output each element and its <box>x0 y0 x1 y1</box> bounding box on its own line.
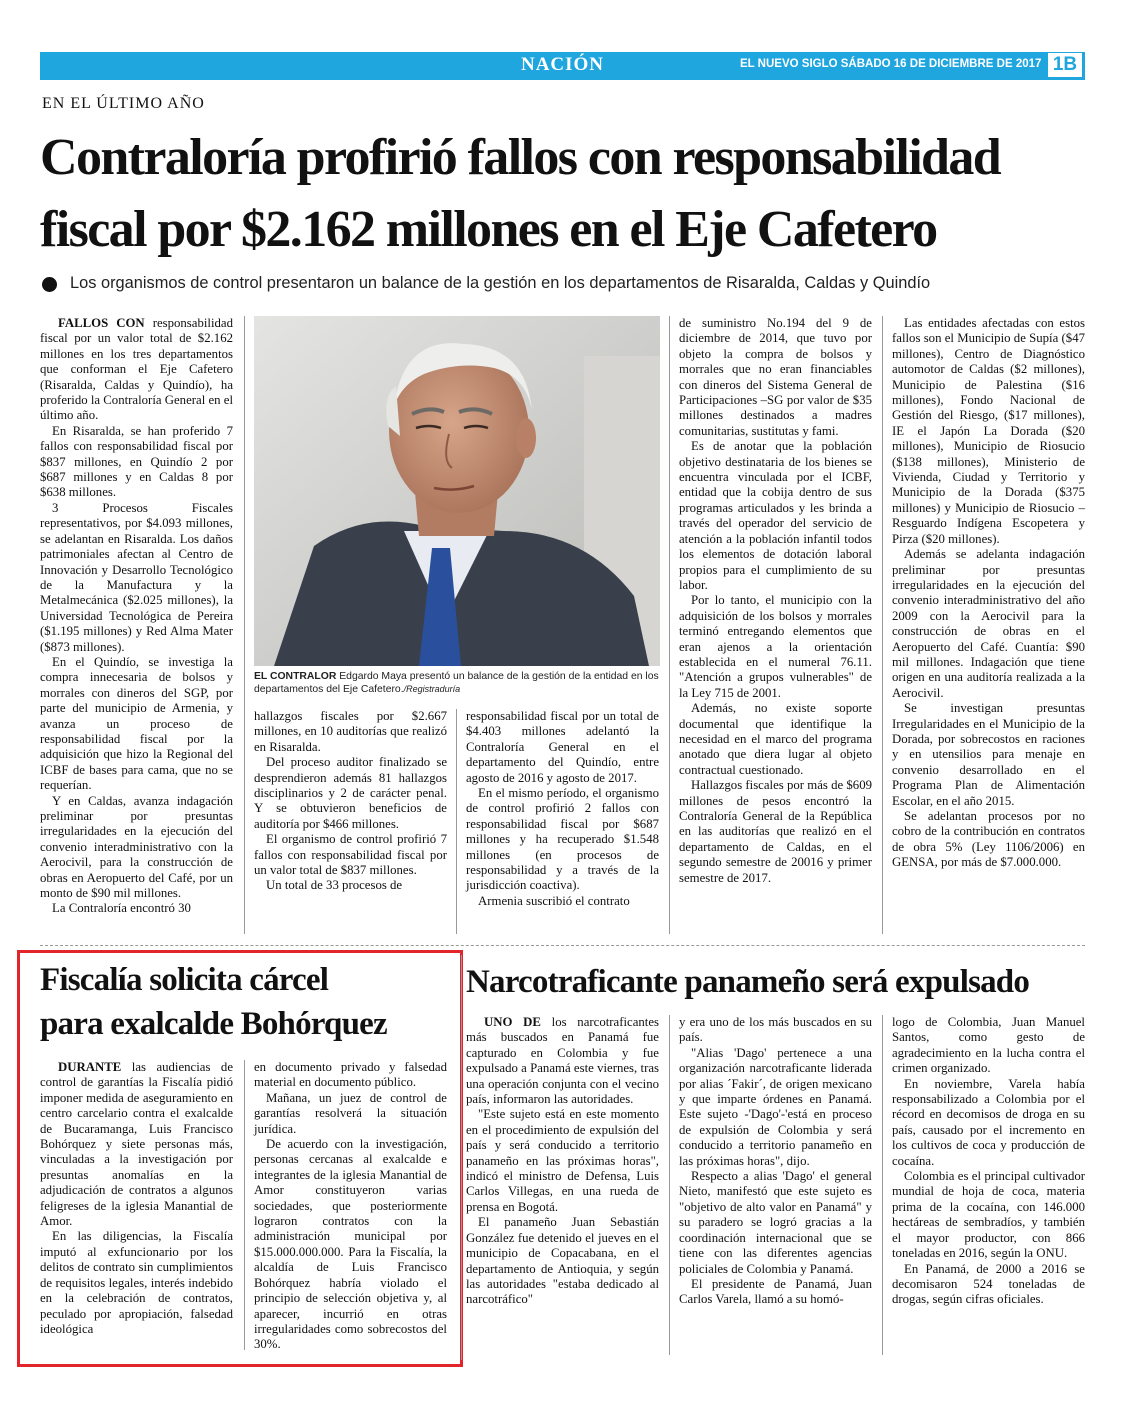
column-divider <box>456 709 457 934</box>
paragraph: Respecto a alias 'Dago' el general Nieto, manifestó que este sujeto es "objetivo de alto valor en Panamá" y su paradero se logró gracias a la coordinación internacional que se tiene con las diferentes agencias policiales de Colombia y Panamá. <box>679 1169 872 1276</box>
fiscalia-headline-line-1: Fiscalía solicita cárcel <box>40 962 329 998</box>
column-divider <box>669 1015 670 1355</box>
paragraph: El panameño Juan Sebastián González fue detenido el jueves en el municipio de Copacabana, en el departamento de Antioquia, y según las autoridades "estaba dedicado al narcotráfico" <box>466 1215 659 1307</box>
paragraph: Además, no existe soporte documental que identifique la necesidad en el marco del programa anotado que diera lugar al objeto contractual cuestionado. <box>679 701 872 777</box>
fiscalia-headline-line-2: para exalcalde Bohórquez <box>40 1006 387 1042</box>
paragraph: Del proceso auditor finalizado se desprendieron además 81 hallazgos disciplinarios y 2 de carácter penal. Y se obtuvieron beneficios de auditoría por $466 millones. <box>254 755 447 831</box>
paragraph: "Alias 'Dago' pertenece a una organización narcotraficante liderada por alias ´Fakir´, de origen mexicano y que imparte órdenes en Panamá. Este sujeto -'Dago'-'está en proceso de expulsión de Colombia y será conducido a territorio panameño en las próximas horas", dijo. <box>679 1045 872 1168</box>
paragraph: logo de Colombia, Juan Manuel Santos, como gesto de agradecimiento en la lucha contra el crimen organizado. <box>892 1015 1085 1076</box>
narco-column-1 <box>466 1015 659 1355</box>
paragraph: En Panamá, de 2000 a 2016 se decomisaron 524 toneladas de drogas, según cifras oficiales. <box>892 1261 1085 1307</box>
paragraph: Colombia es el principal cultivador mundial de hoja de coca, materia prima de la cocaína, con 146.000 hectáreas de sembradíos, y también el mayor productor, con 866 toneladas en 2016, según la ONU. <box>892 1169 1085 1261</box>
fiscalia-column-1 <box>40 1060 233 1350</box>
article-subhead: Los organismos de control presentaron un balance de la gestión en los departamentos de Risaralda, Caldas y Quindío <box>70 274 931 292</box>
article-column-3 <box>466 709 659 934</box>
headline-line-2: fiscal por $2.162 millones en el Eje Cafetero <box>40 201 937 258</box>
paragraph: En Risaralda, se han proferido 7 fallos con responsabilidad fiscal por $837 millones, en Quindío 2 por $687 millones y en Caldas 8 por $638 millones. <box>40 423 233 500</box>
narco-column-3 <box>892 1015 1085 1355</box>
paragraph: en documento privado y falsedad material en documento público. <box>254 1060 447 1090</box>
paragraph: hallazgos fiscales por $2.667 millones, en 10 auditorías que realizó en Risaralda. <box>254 709 447 754</box>
lead-in: UNO DE <box>484 1015 541 1029</box>
section-header-rule <box>40 78 1085 80</box>
column-divider <box>244 1060 245 1350</box>
headline-line-1: Contraloría profirió fallos con responsabilidad <box>40 129 1001 186</box>
caption-label: EL CONTRALOR <box>254 671 337 682</box>
paragraph: En las diligencias, la Fiscalía imputó al exfuncionario por los delitos de contrato sin cumplimientos de requisitos legales, interés indebido en la celebración de contratos, peculado por apropiación, falsedad ideológica <box>40 1229 233 1336</box>
paragraph <box>466 1015 659 1107</box>
paragraph: responsabilidad fiscal por un total de $4.403 millones adelantó la Contraloría General en el departamento del Quindío, entre agosto de 2016 y agosto de 2017. <box>466 709 659 785</box>
paragraph: "Este sujeto está en este momento en el procedimiento de expulsión del país y será conducido a territorio panameño en las próximas horas", indicó el ministro de Defensa, Luis Carlos Villegas, en una rueda de prensa en Bogotá. <box>466 1107 659 1214</box>
section-divider <box>40 945 1085 946</box>
paragraph-text: las audiencias de control de garantías la Fiscalía pidió imponer medida de aseguramiento en centro carcelario contra el exalcalde de Bucaramanga, Luis Francisco Bohórquez y siete personas más, vinculadas a la investigación por presuntas anomalías en la adjudicación de contratos a algunos feligreses de la iglesia Manantial de Amor. <box>40 1060 234 1229</box>
paragraph: De acuerdo con la investigación, personas cercanas al exalcalde e integrantes de la iglesia Manantial de Amor constituyeron varias sociedades, que posteriormente lograron contratos con la administración municipal por $15.000.000.000. Para la Fiscalía, la alcaldía de Luis Francisco Bohórquez habría violado el principio de selección objetiva y, al aparecer, incurrió en otras irregularidades como sobrecostos del 30%. <box>254 1137 447 1352</box>
column-divider <box>882 316 883 934</box>
paragraph: En noviembre, Varela había responsabilizado a Colombia por el récord en decomisos de droga en su país, causado por el incremento en los cultivos de coca y producción de cocaína. <box>892 1076 1085 1168</box>
issue-dateline: EL NUEVO SIGLO SÁBADO 16 DE DICIEMBRE DE 2017 <box>740 58 1042 70</box>
article-column-4 <box>679 316 872 936</box>
caption-credit: /Registraduría <box>403 684 461 694</box>
article-column-1 <box>40 316 233 936</box>
caption-text: Edgardo Maya presentó un balance de la gestión de la entidad en los departamentos del Eje Cafetero. <box>254 671 659 695</box>
column-divider <box>669 316 670 934</box>
paragraph <box>40 1060 233 1229</box>
paragraph: y era uno de los más buscados en su país. <box>679 1015 872 1045</box>
column-divider <box>244 316 245 934</box>
paragraph: Por lo tanto, el municipio con la adquisición de los bolsos y morrales terminó entregando elementos que eran ajenos a la orientación establecida en el numeral 76.11. "Atención a grupos vulnerables" de la Ley 715 de 2001. <box>679 593 872 700</box>
paragraph: Se adelantan procesos por no cobro de la contribución en contratos de obra 5% (Ley 1106/2006) en GENSA, por más de $7.000.000. <box>892 809 1085 870</box>
paragraph: de suministro No.194 del 9 de diciembre de 2014, que tuvo por objeto la compra de bolsos y morrales que no eran financiables con dineros del Sistema General de Participaciones –SG por valor de $35 millones destinados a madres comunitarias, sustitutas y fami. <box>679 316 872 438</box>
section-label: NACIÓN <box>520 54 605 75</box>
paragraph: El organismo de control profirió 7 fallos con responsabilidad fiscal por un valor total de $837 millones. <box>254 832 447 878</box>
narco-headline: Narcotraficante panameño será expulsado <box>466 964 1030 1000</box>
lead-in: DURANTE <box>58 1060 122 1074</box>
paragraph: Y en Caldas, avanza indagación preliminar por presuntas irregularidades en la ejecución del convenio interadministrativo con la Aerocivil, para la construcción de obras en Aeropuerto del Café, por un monto de $90 mil millones. <box>40 793 233 901</box>
paragraph: Las entidades afectadas con estos fallos son el Municipio de Supía ($47 millones), Centro de Diagnóstico automotor de Caldas ($2 millones), Municipio de Palestina ($16 millones), Fondo Nacional de Gestión del Riesgo, ($17 millones), IE el Japón La Dorada ($20 millones), Municipio de Riosucio ($138 millones), Ministerio de Vivienda, Ciudad y Territorio y Municipio de la Dorada ($375 millones) y Municipio de Riosucio –Resguardo Indígena Escopetera y Pirza ($20 millones). <box>892 316 1085 546</box>
paragraph: Se investigan presuntas Irregularidades en el Municipio de la Dorada, por sobrecostos en raciones y en utensilios para menaje en convenio desarrollado en el Programa Plan de Alimentación Escolar, en el año 2015. <box>892 701 1085 808</box>
paragraph: Un total de 33 procesos de <box>266 878 403 893</box>
paragraph: Es de anotar que la población objetivo destinataria de los bienes se encuentra vinculada por el ICBF, entidad que la cobija dentro de sus programas articulados y les brinda a través del operador del servicio de atención a la población infantil todos los elementos de dotación laboral propios para el cumplimiento de su labor. <box>679 439 872 592</box>
paragraph: En el mismo período, el organismo de control profirió 2 fallos con responsabilidad fiscal por $687 millones y ha recuperado $1.548 millones (en procesos de responsabilidad y a través de la jurisdicción coactiva). <box>466 786 659 893</box>
article-kicker: EN EL ÚLTIMO AÑO <box>42 95 205 112</box>
article-column-2 <box>254 709 447 934</box>
article-photo <box>254 316 660 666</box>
page-number: 1B <box>1048 53 1082 77</box>
column-divider <box>882 1015 883 1355</box>
bullet-icon <box>42 277 57 292</box>
fiscalia-column-2 <box>254 1060 447 1350</box>
article-column-5 <box>892 316 1085 936</box>
paragraph <box>40 316 233 424</box>
paragraph: La Contraloría encontró 30 <box>52 901 191 916</box>
narco-column-2 <box>679 1015 872 1355</box>
paragraph-text: responsabilidad fiscal por un valor total de $2.162 millones en los tres departamentos que conforman el Eje Cafetero (Risaralda, Caldas y Quindío), ha proferido la Contraloría General en el último año. <box>40 316 234 423</box>
paragraph: 3 Procesos Fiscales representativos, por $4.093 millones, se adelantan en Risaralda. Los daños patrimoniales afectan al Centro de Innovación y Desarrollo Tecnológico de la Manufactura y la Metalmecánica ($2.025 millones), la Universidad Tecnológica de Pereira ($1.195 millones) y Red Alma Mater ($873 millones). <box>40 500 233 654</box>
paragraph: Armenia suscribió el contrato <box>478 893 630 908</box>
column-divider <box>461 955 462 1360</box>
paragraph-text: los narcotraficantes más buscados en Panamá fue capturado en Colombia y fue expulsado a Panamá este viernes, tras una operación conjunta con el vecino país, informaron las autoridades. <box>466 1015 660 1107</box>
photo-caption <box>254 670 664 696</box>
paragraph: El presidente de Panamá, Juan Carlos Varela, llamó a su homó- <box>679 1276 872 1307</box>
portrait-photo-icon <box>254 316 660 666</box>
lead-in: FALLOS CON <box>58 316 145 330</box>
paragraph: Además se adelanta indagación preliminar por presuntas irregularidades en la ejecución del convenio interadministrativo del año 2009 con la Aerocivil para la construcción de obras en el Aeropuerto del Café. Cuantía: $90 mil millones. Indagación que tiene origen en una auditoría realizada a la Aerocivil. <box>892 547 1085 700</box>
paragraph: En el Quindío, se investiga la compra innecesaria de bolsos y morrales con dineros del SGP, por parte del municipio de Armenia, y avanza un proceso de responsabilidad fiscal por la adquisición que hizo la Regional del ICBF de bases para cama, que no se requerían. <box>40 654 233 793</box>
paragraph: Hallazgos fiscales por más de $609 millones de pesos encontró la Contraloría General de la República en las auditorías que realizó en el departamento de Caldas, en el segundo semestre de 20016 y primer semestre de 2017. <box>679 778 872 885</box>
paragraph: Mañana, un juez de control de garantías resolverá la situación jurídica. <box>254 1090 447 1136</box>
